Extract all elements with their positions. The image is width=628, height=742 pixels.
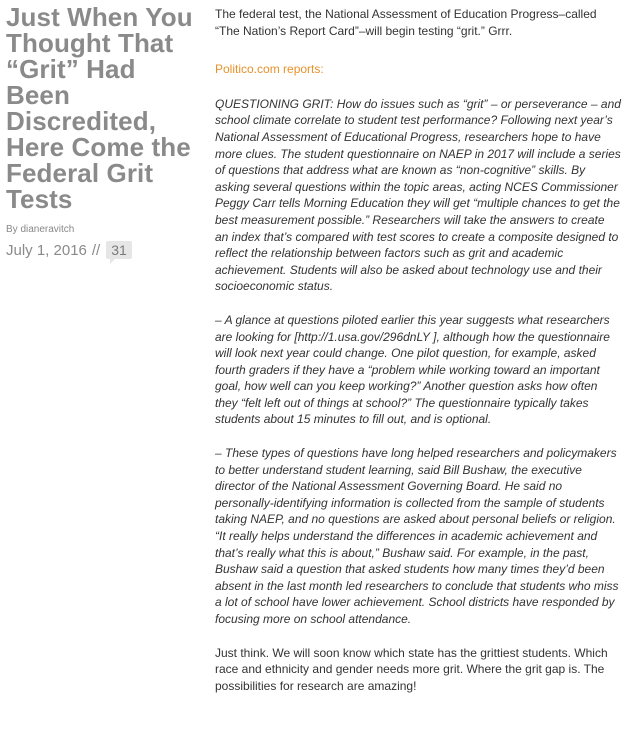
quote-paragraph: – A glance at questions piloted earlier this year suggests what researchers are looking for [http://1.usa.gov/296dnLY ], although how the questionnaire will look next year could change. One pilot question, for example, asked fourth graders if they have a “problem while working toward an important goal, how well can you keep working?” Another question asks how often they “felt left out of things at school?” The questionnaire typically takes students about 15 minutes to fill out, and is optional.: [215, 312, 610, 427]
post-header: [6, 4, 202, 259]
comment-count-badge[interactable]: 31: [106, 241, 132, 259]
quote-paragraph: – These types of questions have long helped researchers and policymakers to better understand student learning, said Bill Bushaw, the executive director of the National Assessment Governing Board. He said no personally-identifying information is collected from the sample of students taking NAEP, and no questions are asked about personal beliefs or religion. “It really helps understand the differences in academic achievement and that’s really what this is about,” Bushaw said. For example, in the past, Bushaw said a question that asked students how many times they’d been absent in the last month led researchers to conclude that students who miss a lot of school have lower achievement. School districts have responded by focusing more on school attendance.: [215, 446, 619, 626]
post-meta: [6, 241, 202, 259]
post-date[interactable]: July 1, 2016: [6, 241, 87, 259]
post-title[interactable]: Just When You Thought That “Grit” Had Been Discredited, Here Come the Federal Grit Tests: [6, 2, 193, 214]
post-byline[interactable]: By dianeravitch: [6, 224, 75, 235]
intro-paragraph: The federal test, the National Assessment of Education Progress–called “The Nation’s Report Card”–will begin testing “grit.” Grrr.: [215, 7, 597, 38]
post-body: [215, 6, 621, 694]
source-link[interactable]: Politico.com reports:: [215, 62, 324, 77]
closing-paragraph: Just think. We will soon know which state has the grittiest students. Which race and ethnicity and gender needs more grit. Where the grit gap is. The possibilities for research are amazing!: [215, 645, 608, 693]
quote-paragraph: QUESTIONING GRIT: How do issues such as “grit” – or perseverance – and school climate correlate to student test performance? Following next year’s National Assessment of Educational Progress, researchers hope to have more clues. The student questionnaire on NAEP in 2017 will include a series of questions that address what are known as “non-cognitive” skills. By asking several questions within the topic areas, acting NCES Commissioner Peggy Carr tells Morning Education they will get “multiple chances to get the best measurement possible.” Researchers will take the answers to create an index that’s compared with test scores to create a composite designed to reflect the relationship between factors such as grit and academic achievement. Students will also be asked about technology use and their socioeconomic status.: [215, 96, 621, 294]
meta-separator: //: [91, 241, 101, 259]
